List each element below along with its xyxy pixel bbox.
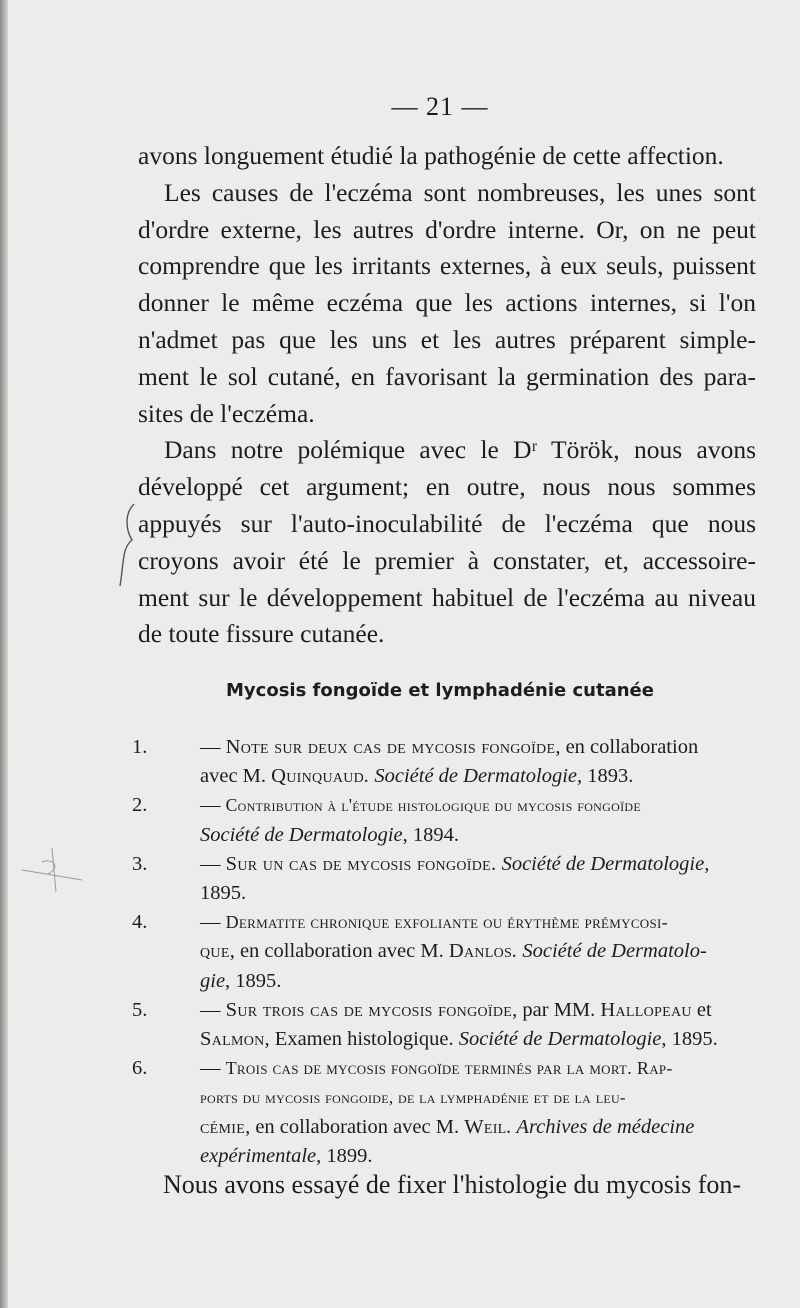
reference-item: 6. — Trois cas de mycosis fongoïde terminés par la mort. Rap- ports du mycosis fongoide, de la lymphadénie et de la leu- cémie, en collaboration avec M. Weil. Archives de médecine expérimentale, 1899. xyxy=(132,1054,758,1171)
margin-bracket-mark xyxy=(112,500,142,590)
closing-line: Nous avons essayé de fixer l'histologie du mycosis fon- xyxy=(163,1170,742,1199)
reference-title: Trois cas de mycosis fongoïde terminés par la mort. Rap- xyxy=(225,1058,673,1079)
paragraph-line: ment le sol cutané, en favorisant la germination des para- xyxy=(138,361,756,391)
reference-number: 4. xyxy=(132,911,148,934)
paragraph-line: Dans notre polémique avec le Dʳ Török, nous avons xyxy=(164,435,756,465)
paragraph-line: de toute fissure cutanée. xyxy=(138,619,385,649)
body-text xyxy=(138,138,756,653)
section-title: Mycosis fongoïde et lymphadénie cutanée xyxy=(226,680,654,701)
paragraph-line: appuyés sur l'auto-inoculabilité de l'eczéma que nous xyxy=(138,508,756,538)
paragraph-line: n'admet pas que les uns et les autres préparent simple- xyxy=(138,324,756,354)
reference-list xyxy=(132,733,758,1171)
reference-title: Sur un cas de mycosis fongoïde. xyxy=(225,852,497,875)
paragraph-line: d'ordre externe, les autres d'ordre interne. Or, on ne peut xyxy=(138,214,756,244)
reference-title: Note sur deux cas de mycosis fongoïde xyxy=(225,736,556,758)
paragraph-line: développé cet argument; en outre, nous nous sommes xyxy=(138,472,756,502)
reference-number: 3. xyxy=(132,852,148,875)
page-number: — 21 — xyxy=(391,92,489,121)
paragraph-line: donner le même eczéma que les actions internes, si l'on xyxy=(138,288,756,318)
margin-scribble-mark xyxy=(12,840,92,900)
reference-item: 2. — Contribution à l'étude histologique du mycosis fongoïde Société de Dermatologie, 1894. xyxy=(132,791,758,849)
reference-number: 5. xyxy=(132,998,148,1021)
reference-item: 4. — Dermatite chronique exfoliante ou érythème prémycosi- que, en collaboration avec M. Danlos. Société de Dermatolo- gie, 1895. xyxy=(132,908,758,996)
reference-item: 3. — Sur un cas de mycosis fongoïde. Société de Dermatologie, 1895. xyxy=(132,850,758,908)
reference-number: 1. xyxy=(132,736,148,758)
paragraph-line: avons longuement étudié la pathogénie de cette affection. xyxy=(138,141,724,170)
paragraph-line: comprendre que les irritants externes, à eux seuls, puissent xyxy=(138,251,756,281)
paragraph-line: sites de l'eczéma. xyxy=(138,398,315,428)
reference-title: Contribution à l'étude histologique du mycosis fongoïde xyxy=(225,795,641,816)
paragraph-line: croyons avoir été le premier à constater, et, accessoire- xyxy=(138,545,756,575)
paragraph-line: ment sur le développement habituel de l'eczéma au niveau xyxy=(138,582,756,612)
reference-title: Dermatite chronique exfoliante ou érythème prémycosi- xyxy=(225,912,668,933)
reference-number: 2. xyxy=(132,794,148,817)
reference-item: 1. — Note sur deux cas de mycosis fongoïde, en collaboration avec M. Quinquaud. Société de Dermatologie, 1893. xyxy=(132,733,758,791)
reference-item: 5. — Sur trois cas de mycosis fongoïde, par MM. Hallopeau et Salmon, Examen histologique. Société de Dermatologie, 1895. xyxy=(132,996,758,1054)
reference-title: Sur trois cas de mycosis fongoïde xyxy=(225,998,513,1021)
paragraph-line: Les causes de l'eczéma sont nombreuses, les unes sont xyxy=(164,177,756,207)
reference-number: 6. xyxy=(132,1057,148,1080)
